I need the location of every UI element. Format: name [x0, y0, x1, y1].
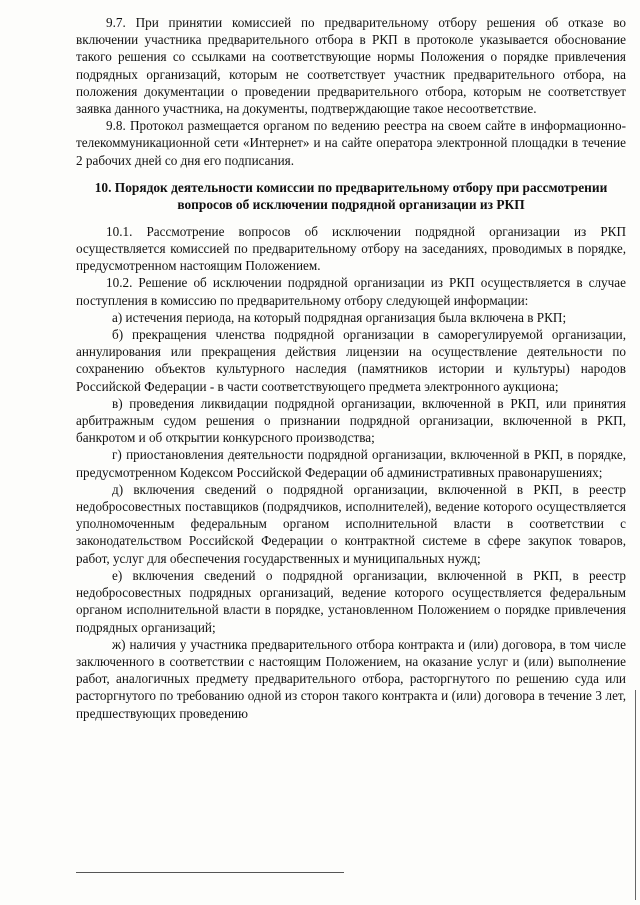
- list-item-zh: ж) наличия у участника предварительного отбора контракта и (или) договора, в том числе заключенного в соответствии с настоящим Положением, на оказание услуг и (или) выполнение работ, аналогичных предмету предварительного отбора, расторгнутого по решению суда или расторгнутого по требованию одной из сторон такого контракта и (или) договора в течение 3 лет, предшествующих проведению: [76, 636, 626, 721]
- list-item-a: а) истечения периода, на который подрядная организация была включена в РКП;: [112, 309, 567, 325]
- footer-divider: [76, 872, 344, 873]
- list-item-g: г) приостановления деятельности подрядной организации, включенной в РКП, в порядке, предусмотренном Кодексом Российской Федерации об административных правонарушениях;: [76, 447, 626, 480]
- section-9-continuation: [76, 14, 626, 169]
- paragraph-9-7: 9.7. При принятии комиссией по предварительному отбору решения об отказе во включении участника предварительного отбора в РКП в протоколе указывается обоснование такого решения со ссылками на соответствующие нормы Положения о порядке привлечения подрядных организаций, которым не соответствует участник предварительного отбора, на положения документации о проведении предварительного отбора, которым не соответствует заявка данного участника, на документы, подтверждающие такое несоответствие.: [76, 15, 626, 117]
- section-10-body: [76, 223, 626, 722]
- list-item-v: в) проведения ликвидации подрядной организации, включенной в РКП, или принятия арбитражным судом решения о признании подрядной организации, включенной в РКП, банкротом и об открытии конкурсного производства;: [76, 395, 626, 446]
- scan-edge-line: [635, 690, 636, 900]
- paragraph-10-2: 10.2. Решение об исключении подрядной организации из РКП осуществляется в случае поступления в комиссию по предварительному отбору следующей информации:: [76, 275, 626, 308]
- section-10-heading: 10. Порядок деятельности комиссии по предварительному отбору при рассмотрении вопросов об исключении подрядной организации из РКП: [94, 179, 608, 212]
- paragraph-9-8: 9.8. Протокол размещается органом по ведению реестра на своем сайте в информационно-телекоммуникационной сети «Интернет» и на сайте оператора электронной площадки в течение 2 рабочих дней со дня его подписания.: [76, 118, 626, 168]
- list-item-e: е) включения сведений о подрядной организации, включенной в РКП, в реестр недобросовестных подрядных организаций, ведение которого осуществляется федеральным органом исполнительной власти в порядке, установленном Положением о порядке привлечения подрядных организаций;: [76, 567, 626, 635]
- list-item-d: д) включения сведений о подрядной организации, включенной в РКП, в реестр недобросовестных поставщиков (подрядчиков, исполнителей), ведение которого осуществляется уполномоченным федеральным органом исполнительной власти в соответствии с законодательством Российской Федерации о контрактной системе в сфере закупок товаров, работ, услуг для обеспечения государственных и муниципальных нужд;: [76, 481, 626, 566]
- paragraph-10-1: 10.1. Рассмотрение вопросов об исключении подрядной организации из РКП осуществляется комиссией по предварительному отбору на заседаниях, проводимых в порядке, предусмотренном настоящим Положением.: [76, 223, 626, 274]
- list-item-b: б) прекращения членства подрядной организации в саморегулируемой организации, аннулирования или прекращения действия лицензии на осуществление деятельности по сохранению объектов культурного наследия (памятников истории и культуры) народов Российской Федерации - в части соответствующего предмета электронного аукциона;: [76, 327, 626, 394]
